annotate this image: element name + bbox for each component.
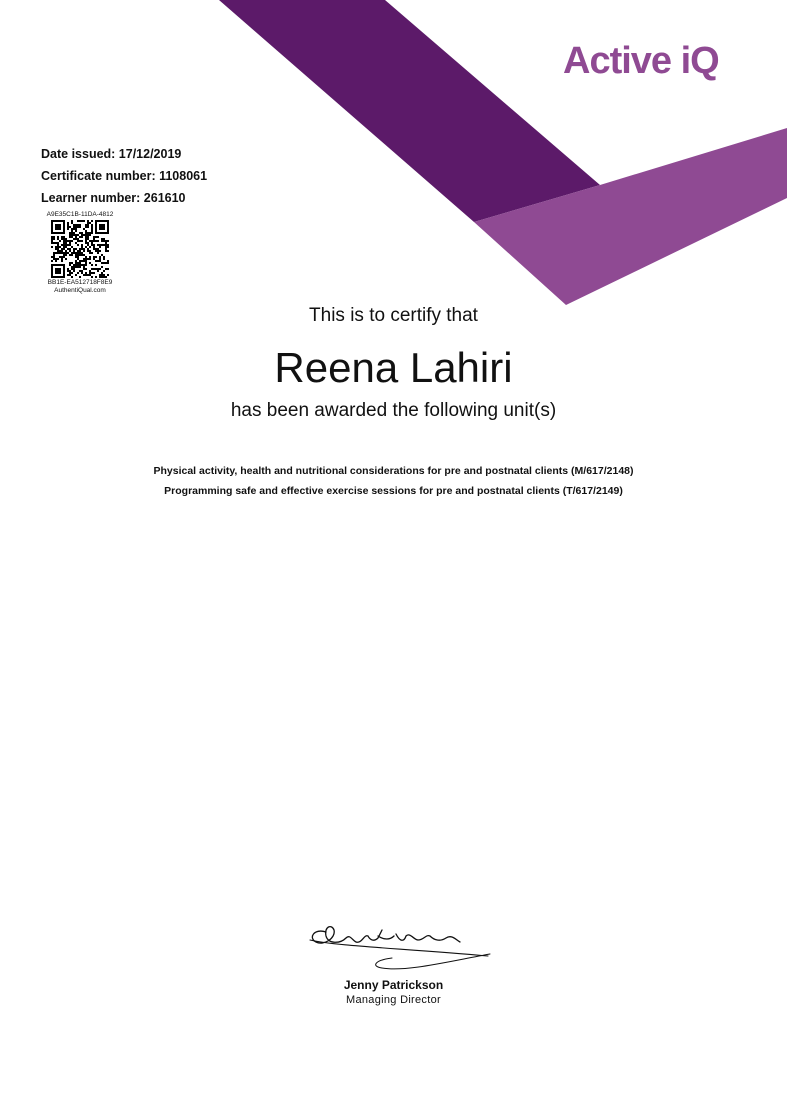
signatory — [0, 978, 787, 1007]
verification-code-bottom: BB1E-EA512718F8E9 — [47, 279, 113, 286]
unit-list — [0, 463, 787, 503]
signatory-name: Jenny Patrickson — [343, 978, 444, 992]
unit-item: Physical activity, health and nutritional considerations for pre and postnatal clients (M/617/2148) — [153, 465, 634, 477]
date-issued: Date issued: 17/12/2019 — [41, 147, 182, 161]
active-iq-logo: Active iQ — [563, 40, 719, 82]
verification-block — [41, 211, 119, 295]
recipient-name: Reena Lahiri — [274, 344, 513, 391]
signatory-title: Managing Director — [346, 994, 441, 1006]
ribbon-dark-band — [219, 0, 600, 222]
certify-intro: This is to certify that — [309, 305, 478, 326]
awarded-text: has been awarded the following unit(s) — [230, 400, 557, 421]
unit-item: Programming safe and effective exercise sessions for pre and postnatal clients (T/617/2149) — [164, 485, 623, 497]
verification-code-top: A9E35C1B-11DA-4812 — [46, 211, 114, 218]
qr-code-icon — [51, 220, 109, 278]
signature-image — [306, 918, 496, 976]
learner-number: Learner number: 261610 — [41, 191, 186, 205]
certificate-number: Certificate number: 1108061 — [41, 169, 208, 183]
verification-domain: AuthentiQual.com — [54, 287, 106, 294]
issue-details — [41, 145, 207, 211]
